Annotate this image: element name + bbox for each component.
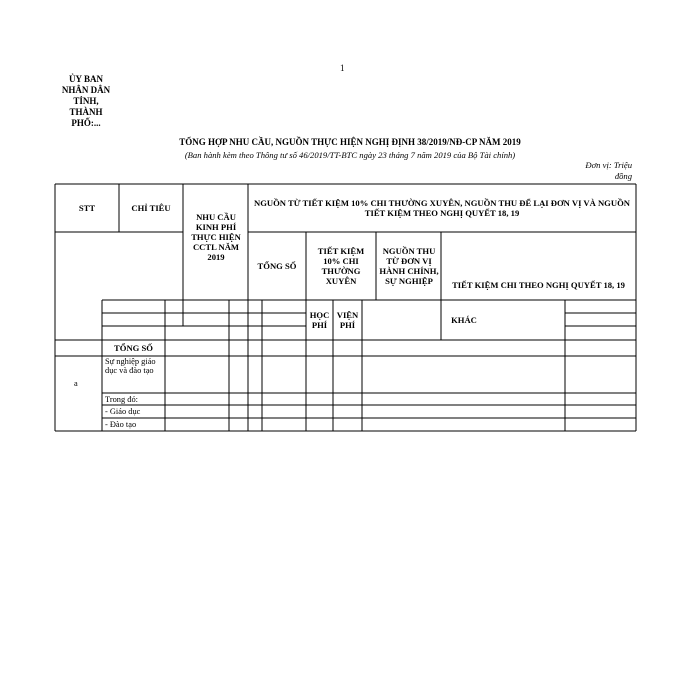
header-chi-tieu: CHỈ TIÊU (131, 203, 171, 213)
issuer-line: THÀNH (69, 107, 103, 117)
issuer-line: ỦY BAN (69, 74, 103, 84)
issuer-line: NHÂN DÂN (61, 85, 111, 95)
unit-line: Đơn vị: Triệu (585, 160, 632, 170)
unit-line: đồng (614, 171, 632, 181)
row-stt-a: a (74, 379, 78, 388)
header-nhu-cau: NHU CẦU KINH PHÍ THỰC HIỆN CCTL NĂM 2019 (191, 212, 241, 262)
header-khac: KHÁC (451, 315, 477, 325)
page-number: 1 (340, 63, 345, 73)
header-tiet-kiem-10: TIẾT KIỆM 10% CHI THƯỜNG XUYÊN (317, 246, 365, 286)
row-tong-so-label: TỔNG SỐ (114, 343, 153, 353)
document-title: TỔNG HỢP NHU CẦU, NGUỒN THỰC HIỆN NGHỊ ĐỊNH 38/2019/NĐ-CP NĂM 2019 (179, 137, 521, 147)
row-dao-tao: - Đào tạo (105, 420, 137, 429)
row-giao-duc: - Giáo dục (105, 407, 141, 416)
header-vien-phi: VIỆN PHÍ (336, 310, 359, 330)
header-nguon: NGUỒN TỪ TIẾT KIỆM 10% CHI THƯỜNG XUYÊN, NGUỒN THU ĐỂ LẠI ĐƠN VỊ VÀ NGUỒN TIẾT KIỆM THEO NGHỊ QUYẾT 18, 19 (254, 198, 630, 218)
row-su-nghiep: Sự nghiệp giáo dục và đào tạo (105, 357, 156, 375)
header-tiet-kiem-nq: TIẾT KIỆM CHI THEO NGHỊ QUYẾT 18, 19 (452, 280, 625, 290)
issuer-line: TỈNH, (73, 96, 99, 106)
header-hoc-phi: HỌC PHÍ (309, 310, 330, 330)
document-subtitle: (Ban hành kèm theo Thông tư số 46/2019/TT-BTC ngày 23 tháng 7 năm 2019 của Bộ Tài chính) (184, 150, 516, 160)
header-nguon-thu: NGUỒN THU TỪ ĐƠN VỊ HÀNH CHÍNH, SỰ NGHIỆP (379, 246, 439, 286)
header-stt: STT (78, 203, 96, 213)
header-tong-so: TỔNG SỐ (257, 261, 297, 271)
issuer-line: PHỐ:... (71, 118, 101, 128)
row-trong-do: Trong đó: (105, 395, 138, 404)
